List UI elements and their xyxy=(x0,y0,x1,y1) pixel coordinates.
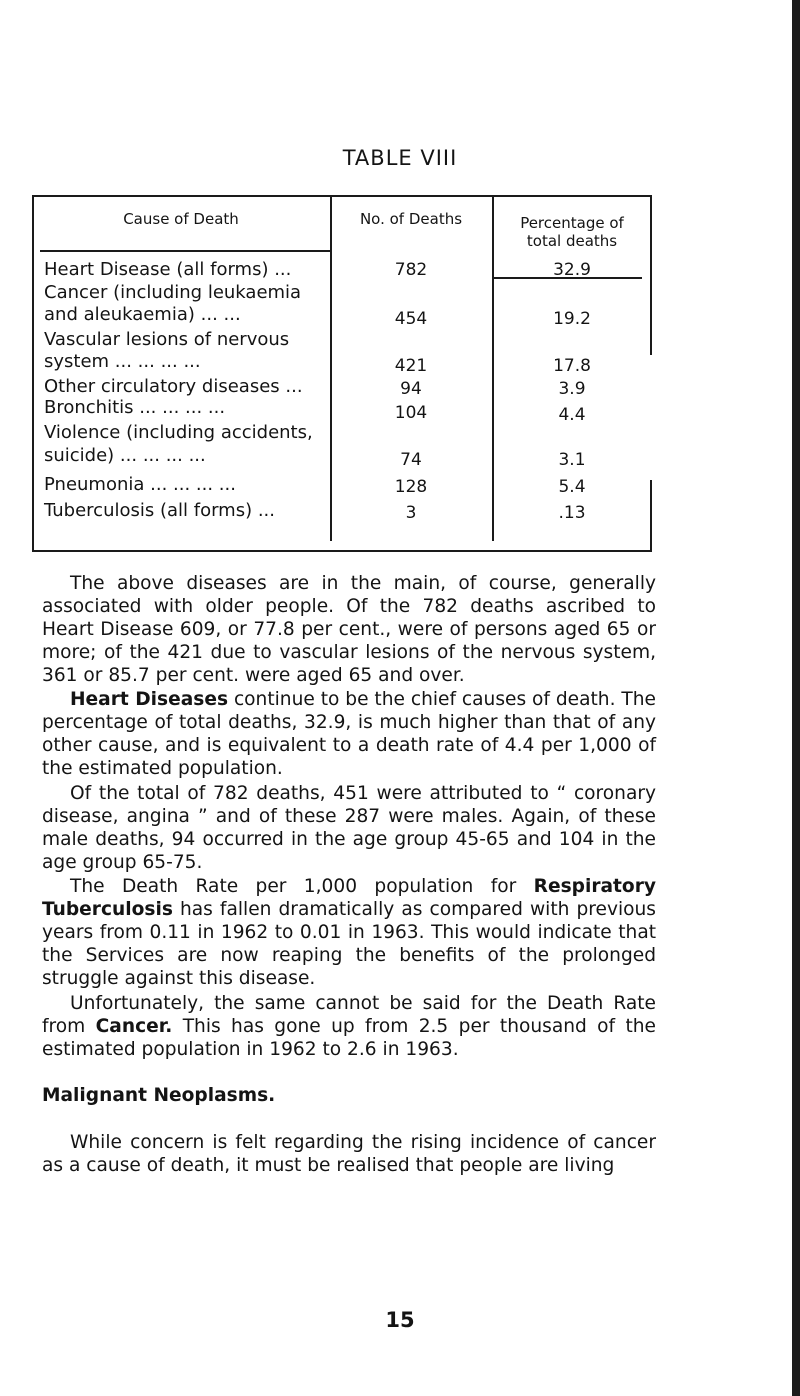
row-percentage: 32.9 xyxy=(553,260,591,280)
deaths-table xyxy=(32,195,652,550)
row-percentage: 5.4 xyxy=(558,477,586,497)
paragraph-older-people: The above diseases are in the main, of course, generally associated with older people. Of the 782 deaths ascribed to Heart Disease 609, or 77.8 per cent., were of persons aged 65 or more; of the 421 due to vascular lesions of the nervous system, 361 or 85.7 per cent. were aged 65 and over. xyxy=(42,573,656,686)
page-edge-shadow xyxy=(792,0,800,1396)
row-percentage: 3.9 xyxy=(558,379,586,399)
row-cause: Vascular lesions of nervous xyxy=(44,329,290,350)
row-cause: Violence (including accidents, xyxy=(44,422,313,443)
row-deaths: 782 xyxy=(394,260,428,280)
row-percentage: 3.1 xyxy=(558,450,586,470)
paragraph-tuberculosis-start: The Death Rate per 1,000 population for xyxy=(70,876,534,897)
row-deaths: 74 xyxy=(400,450,422,470)
row-percentage: .13 xyxy=(558,503,586,523)
header-cause: Cause of Death xyxy=(123,210,239,228)
row-cause-continued: and aleukaemia) ... ... xyxy=(44,304,241,325)
paragraph-concern: While concern is felt regarding the rising incidence of cancer as a cause of death, it must be realised that people are living xyxy=(42,1132,656,1176)
row-deaths: 128 xyxy=(394,477,428,497)
row-percentage: 19.2 xyxy=(553,309,591,329)
bold-heart-diseases: Heart Diseases xyxy=(70,689,229,710)
header-deaths: No. of Deaths xyxy=(359,210,463,228)
table-bottom-rule xyxy=(32,550,652,552)
header-percentage xyxy=(492,214,652,250)
paragraph-heart-diseases xyxy=(42,688,656,780)
row-deaths: 421 xyxy=(394,356,428,376)
row-cause: Heart Disease (all forms) ... xyxy=(44,259,292,280)
table-left-border xyxy=(32,195,34,551)
page-number: 15 xyxy=(385,1308,415,1332)
row-deaths: 3 xyxy=(405,503,417,523)
row-cause: Cancer (including leukaemia xyxy=(44,282,302,303)
table-top-rule xyxy=(32,195,652,197)
row-cause: Other circulatory diseases ... xyxy=(44,376,303,397)
row-deaths: 94 xyxy=(400,379,422,399)
paragraph-heart-diseases-text: continue to be the chief causes of death. The percentage of total deaths, 32.9, is much higher than that of any other cause, and is equivalent to a death rate of 4.4 per 1,000 of the estimated population. xyxy=(42,689,656,779)
paragraph-cancer-text: This has gone up from 2.5 per thousand of the estimated population in 1962 to 2.6 in 1963. xyxy=(42,1016,656,1060)
row-percentage: 4.4 xyxy=(558,405,586,425)
header-rule-cause xyxy=(40,250,330,252)
row-cause: Tuberculosis (all forms) ... xyxy=(44,500,276,521)
header-percentage-line2: total deaths xyxy=(526,232,618,250)
bold-cancer: Cancer. xyxy=(95,1016,173,1037)
paragraph-coronary: Of the total of 782 deaths, 451 were attributed to “ coronary disease, angina ” and of these 287 were males. Again, of these male deaths, 94 occurred in the age group 45-65 and 104 in the age group 65-75. xyxy=(42,783,656,873)
heading-malignant-neoplasms: Malignant Neoplasms. xyxy=(42,1085,276,1106)
row-cause-continued: suicide) ... ... ... ... xyxy=(44,445,206,466)
bold-respiratory-tuberculosis: Respiratory Tuberculosis xyxy=(42,876,656,920)
row-percentage: 17.8 xyxy=(553,356,591,376)
paragraph-tuberculosis xyxy=(42,875,656,990)
table-title: TABLE VIII xyxy=(342,146,458,170)
row-deaths: 454 xyxy=(394,309,428,329)
row-cause: Pneumonia ... ... ... ... xyxy=(44,474,236,495)
paragraph-tuberculosis-text: has fallen dramatically as compared with previous years from 0.11 in 1962 to 0.01 in 1963. This would indicate that the Services are now reaping the benefits of the prolonged struggle against this disease. xyxy=(42,899,656,989)
paragraph-cancer xyxy=(42,992,656,1061)
paragraph-cancer-start: Unfortunately, the same cannot be said for the Death Rate from xyxy=(42,993,656,1037)
header-percentage-line1: Percentage of xyxy=(520,214,624,232)
row-deaths: 104 xyxy=(394,403,428,423)
row-cause-continued: system ... ... ... ... xyxy=(44,351,201,372)
row-cause: Bronchitis ... ... ... ... xyxy=(44,397,226,418)
